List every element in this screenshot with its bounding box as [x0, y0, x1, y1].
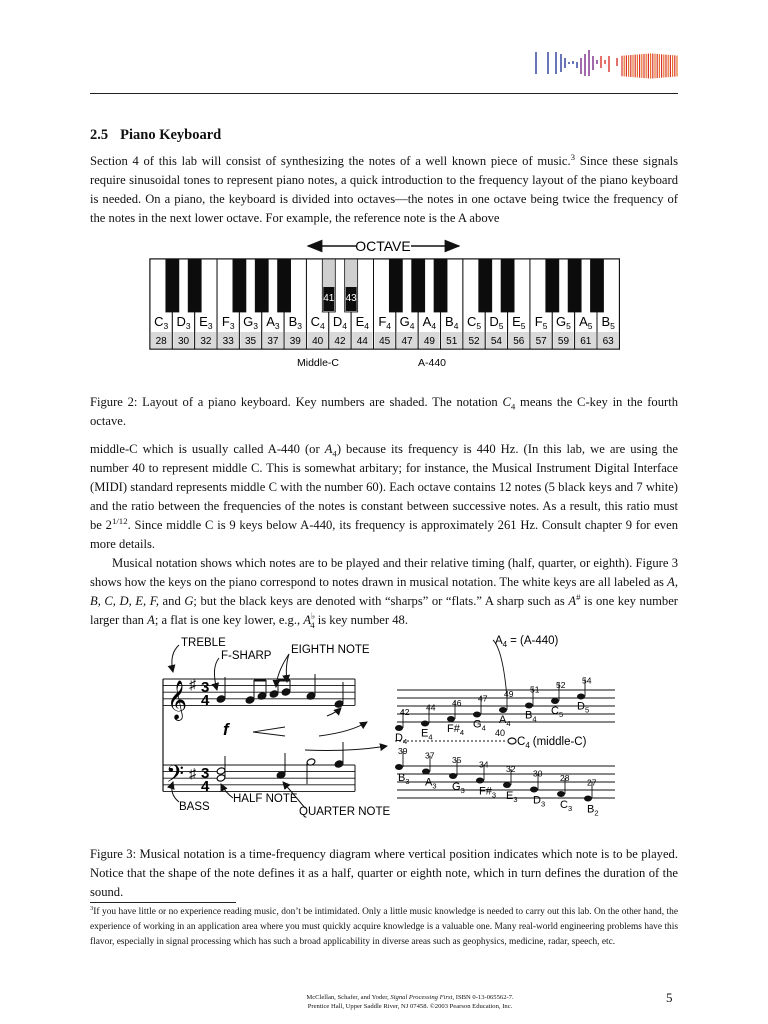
white-key-note-label: $F_5$ [534, 314, 548, 331]
page-number: 5 [666, 990, 673, 1005]
p1-text-b: ) because its frequency is 440 Hz. (In this lab, we are using the number 40 to represent middle C. This is somewhat arbitary; for instance, the Musical Instrument Digital Interface (MIDI) standard represents middle C with the number 60). Each octave contains 12 notes (5 black keys and 7 white) and the ratio between the frequencies of the notes is constant between successive notes. As a result, this ratio must be 2 [90, 442, 678, 532]
ladder-note-head [557, 791, 565, 797]
caption2-text-a: Figure 2: Layout of a piano keyboard. Key numbers are shaded. The notation [90, 395, 503, 409]
ladder-key-number: 35 [452, 755, 462, 765]
ladder-note-head [503, 782, 511, 788]
ladder-note-name: $G_3$ [452, 781, 465, 795]
ladder-note-head [422, 769, 430, 775]
intro-paragraph [90, 152, 678, 228]
black-key [546, 259, 559, 312]
c4-label: $C_4$ (middle-C) [517, 736, 587, 750]
ladder-note-name: $G_4$ [473, 718, 486, 733]
ladder-note-head [525, 703, 533, 709]
white-key-number: 30 [177, 336, 190, 347]
white-key-note-label: $F_3$ [221, 314, 235, 331]
p1-text-a: middle-C which is usually called A-440 (or [90, 442, 325, 456]
white-key-number: 49 [423, 336, 435, 347]
p2-letters: A, B, C, D, E, F, [90, 575, 678, 608]
footer-line1 [260, 993, 560, 1002]
footnote [90, 905, 678, 950]
ladder-key-number: 39 [398, 746, 408, 756]
white-key-note-label: $G_5$ [556, 314, 571, 331]
annotation-arrow [305, 746, 387, 751]
music-notation-figure [155, 632, 630, 824]
white-key-number: 44 [356, 336, 368, 347]
ladder-note-head [577, 694, 585, 700]
white-key-note-label: $A_5$ [579, 314, 593, 331]
figure3-caption: Figure 3: Musical notation is a time-frequency diagram where vertical position indicates which note is to be played. Notice that the shape of the note defines it as a half, quarter or eighth note, which in turn defines the duration of the sound. [90, 847, 678, 899]
p2-flat-letter: A [303, 613, 312, 627]
half-note-label: HALF NOTE [233, 793, 298, 805]
eighth-note-label: EIGHTH NOTE [291, 644, 370, 656]
white-key-number: 39 [289, 336, 301, 347]
white-key-note-label: $C_3$ [154, 314, 169, 331]
page-footer [260, 993, 560, 1011]
ladder-note-head [476, 778, 484, 784]
white-key-number: 56 [513, 336, 525, 347]
eighth-note-head [269, 690, 279, 698]
ladder-key-number: 30 [533, 768, 543, 779]
c4-number: 40 [495, 728, 506, 738]
ladder-note-name: $F\#_4$ [447, 723, 465, 737]
black-key [166, 259, 179, 312]
ladder-note-name: $C_3$ [560, 799, 573, 813]
ladder-note-head [421, 721, 429, 727]
black-key [501, 259, 514, 312]
dynamic-forte: f [223, 720, 229, 739]
ladder-note-name: $E_3$ [506, 790, 518, 804]
ladder-note-head [447, 716, 455, 722]
body-paragraphs [90, 440, 678, 630]
ladder-note-name: $D_5$ [577, 700, 590, 715]
figure2-caption [90, 393, 678, 431]
black-key [255, 259, 268, 312]
quarter-note-head [334, 700, 344, 708]
caption2-math: C [502, 395, 511, 409]
black-key [568, 259, 581, 312]
white-key-number: 35 [245, 336, 257, 347]
intro-text-b: Since these signals require sinusoidal tones to represent piano notes, a quick introduction to the frequency layout of the piano keyboard is needed. On a piano, the keyboard is divided into octaves—the notes in one octave being twice the frequency of the notes in the next lower octave. For example, the reference note is the A above [90, 154, 678, 225]
crescendo-mark [253, 727, 285, 736]
footnote-ref[interactable]: 3 [570, 151, 576, 162]
white-key-note-label: $B_5$ [601, 314, 615, 331]
white-key-note-label: $C_4$ [310, 314, 325, 331]
a440-label: A-440 [417, 357, 447, 369]
white-key-number: 32 [200, 336, 212, 347]
p2-text-a: Musical notation shows which notes are to be played and their relative timing (half, quarter, or eighth). Figure 3 shows how the keys on the piano correspond to notes drawn in musical notation. The white keys are all labeled as [90, 556, 678, 589]
white-key-number: 33 [222, 336, 234, 347]
time-sig-bottom: 4 [201, 692, 210, 709]
ladder-note-name: $B_4$ [525, 709, 537, 724]
bass-clef-icon: 𝄢 [166, 761, 185, 792]
p2-flat-sub: 4 [310, 619, 315, 630]
annotation-arrow [319, 722, 367, 736]
octave-label: OCTAVE [355, 238, 411, 254]
header-rule [90, 93, 678, 94]
black-key [434, 259, 447, 312]
piano-keyboard-figure [148, 236, 620, 370]
quarter-note-head [334, 760, 344, 768]
time-sig-bottom: 4 [201, 778, 210, 795]
eighth-note-head [281, 688, 291, 696]
ladder-note-head [584, 796, 592, 802]
time-sig-top: 3 [201, 765, 210, 782]
sharp-sign-icon: ♯ [189, 676, 196, 692]
white-key-number: 52 [468, 336, 480, 347]
ladder-key-number: 46 [452, 698, 462, 708]
annotation-arrow [327, 708, 341, 716]
treble-clef-icon: 𝄞 [167, 681, 188, 719]
caption2-text-b: means the C-key in the fourth octave. [90, 395, 678, 428]
half-note-head [216, 774, 226, 782]
ladder-note-head [530, 787, 538, 793]
section-title: Piano Keyboard [120, 127, 222, 143]
p1-exponent: 1/12 [111, 515, 128, 526]
white-key-number: 57 [535, 336, 547, 347]
white-key-note-label: $C_5$ [467, 314, 482, 331]
black-key-number: 43 [345, 293, 357, 304]
waveform-logo [532, 46, 682, 86]
p2-sharp-letter: A [568, 594, 577, 608]
white-key-note-label: $G_4$ [399, 314, 415, 331]
white-key-number: 47 [401, 336, 413, 347]
white-key-number: 37 [267, 336, 279, 347]
black-key [278, 259, 291, 312]
intro-text-a: Section 4 of this lab will consist of synthesizing the notes of a well known piece of music. [90, 154, 571, 168]
p2-text-e: ; a flat is one key lower, e.g., [154, 613, 304, 627]
eighth-note-head [245, 696, 255, 704]
white-key-note-label: $E_5$ [512, 314, 526, 331]
ladder-note-name: $E_4$ [421, 727, 433, 742]
white-key-note-label: $D_5$ [489, 314, 504, 331]
footer-authors: McClellan, Schafer, and Yoder, [306, 994, 391, 1001]
footer-line2: Prentice Hall, Upper Saddle River, NJ 07458. ©2003 Pearson Education, Inc. [307, 1003, 513, 1010]
footer-isbn: , ISBN 0-13-065562-7. [452, 994, 514, 1001]
black-key [479, 259, 492, 312]
white-key-number: 54 [490, 336, 502, 347]
white-key-number: 51 [446, 336, 458, 347]
p2-text-c: ; but the black keys are denoted with “sharps” or “flats.” A sharp such as [193, 594, 569, 608]
p1-text-c: . Since middle C is 9 keys below A-440, its frequency is approximately 261 Hz. Consult chapter 9 for even more details. [90, 518, 678, 551]
ladder-key-number: 49 [504, 689, 514, 699]
white-key-note-label: $G_3$ [243, 314, 259, 331]
p2-text-d: is one key number larger than [90, 594, 678, 627]
ladder-key-number: 54 [582, 675, 592, 686]
section-number: 2.5 [90, 127, 109, 143]
staff-lines [163, 645, 387, 808]
ladder-key-number: 34 [479, 759, 489, 770]
black-key [389, 259, 402, 312]
ladder-note-name: $C_5$ [551, 705, 564, 719]
white-key-note-label: $F_4$ [378, 314, 392, 331]
caption2-math-sub: 4 [510, 401, 516, 412]
fsharp-label: F-SHARP [221, 650, 272, 662]
white-key-number: 42 [334, 336, 346, 347]
middle-c-note [508, 738, 516, 744]
black-key [591, 259, 604, 312]
treble-label: TREBLE [181, 637, 226, 649]
ladder-key-number: 42 [400, 707, 410, 717]
white-key-number: 28 [155, 336, 167, 347]
p1-math-sub: 4 [332, 448, 337, 459]
sharp-sign-icon: ♯ [189, 765, 196, 781]
p2-sharp-sign: # [576, 591, 581, 602]
white-key-number: 59 [557, 336, 570, 347]
black-key [233, 259, 246, 312]
quarter-note-head [216, 695, 226, 703]
ladder-key-number: 37 [425, 750, 435, 761]
ladder-note-name: $A_4$ [499, 714, 511, 728]
white-key-number: 40 [312, 336, 324, 347]
a4-annotation [495, 635, 559, 649]
white-key-note-label: $A_4$ [422, 314, 437, 331]
white-key-number: 63 [602, 336, 614, 347]
white-key-number: 61 [580, 336, 592, 347]
white-key-note-label: $E_4$ [355, 314, 370, 331]
footnote-rule [90, 902, 236, 903]
white-key-note-label: $A_3$ [266, 314, 280, 331]
annotation-arrow [172, 645, 179, 672]
ladder-note-head [551, 698, 559, 704]
ladder-note-name: $D_3$ [533, 794, 546, 809]
time-sig-top: 3 [201, 679, 210, 696]
ladder-note-head [395, 764, 403, 770]
ladder-note-name: $B_2$ [587, 803, 599, 818]
white-key-note-label: $E_3$ [199, 314, 213, 331]
p2-flat-sign: ♭ [311, 610, 316, 621]
paragraph-middle-c [90, 440, 678, 554]
p1-math: A [324, 442, 333, 456]
ladder-note-head [473, 712, 481, 718]
white-key-note-label: $B_4$ [445, 314, 459, 331]
octave-indicator [308, 238, 459, 254]
ladder-note-name: $A_3$ [425, 776, 437, 791]
ladder-note-name: $D_4$ [395, 732, 408, 746]
white-key-number: 45 [379, 336, 391, 347]
ladder-note-head [395, 725, 403, 731]
paragraph-notation [90, 554, 678, 630]
ladder-key-number: 52 [556, 680, 566, 690]
ladder-key-number: 47 [478, 693, 488, 704]
p2-a-letter: A [147, 613, 155, 627]
quarter-note-label: QUARTER NOTE [299, 806, 391, 818]
black-key-number: 41 [323, 293, 335, 304]
ladder-key-number: 51 [530, 684, 540, 695]
p2-text-b: and [158, 594, 185, 608]
ladder-note-head [499, 707, 507, 713]
p2-text-f: is key number 48. [314, 613, 408, 627]
middle-c-label: Middle-C [296, 357, 340, 369]
black-key [412, 259, 425, 312]
ladder-key-number: 32 [506, 764, 516, 774]
section-heading [90, 127, 221, 144]
white-key-note-label: $D_4$ [332, 314, 348, 331]
ladder-note-name: $B_3$ [398, 772, 410, 786]
ladder-note-head [449, 773, 457, 779]
footnote-text: If you have little or no experience reading music, don’t be intimidated. Only a little music knowledge is needed to carry out this lab. On the other hand, the experience of working in an application area where you must quickly acquire knowledge is a valuable one. Many real-world engineering problems have this flavor, especially in signal processing which has such a broad applicability in diverse areas such as geophysics, medicine, radar, speech, etc. [90, 907, 678, 947]
a4-letter: $A_4 = (A-440)$ [495, 635, 559, 649]
footer-book-title: Signal Processing First [390, 994, 453, 1001]
ladder-key-number: 28 [560, 773, 570, 783]
footnote-mark: 3 [90, 904, 94, 912]
half-note-head [216, 767, 226, 775]
p2-letter-g: G [184, 594, 194, 608]
white-key-note-label: $D_3$ [176, 314, 191, 331]
ladder-note-name: $F\#_3$ [479, 785, 497, 800]
white-key-note-label: $B_3$ [288, 314, 302, 331]
bass-label: BASS [179, 801, 210, 813]
ladder-key-number: 44 [426, 702, 436, 713]
ladder-key-number: 27 [587, 777, 597, 788]
black-key [188, 259, 201, 312]
